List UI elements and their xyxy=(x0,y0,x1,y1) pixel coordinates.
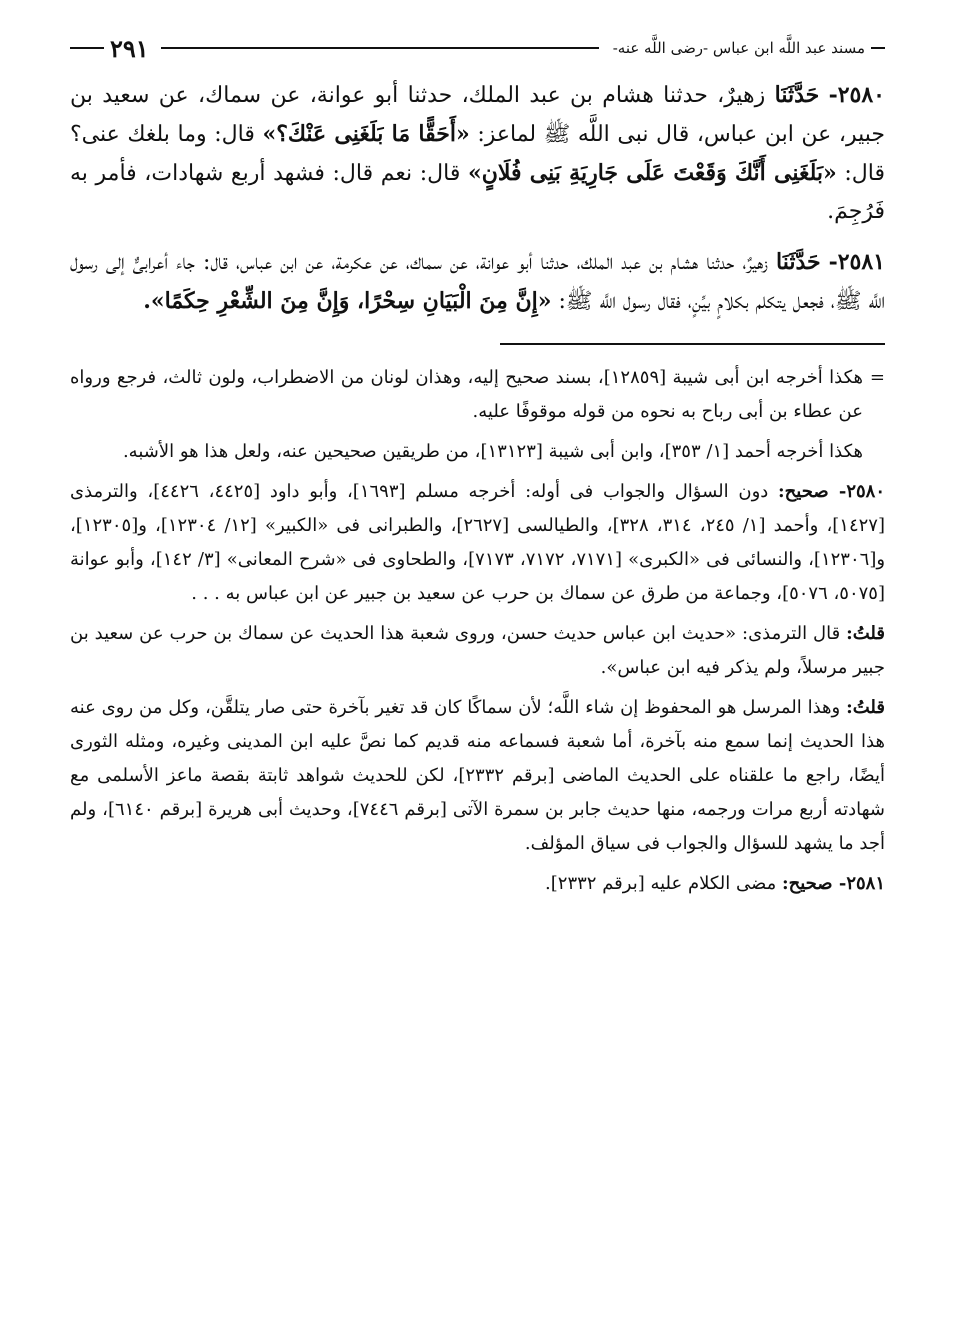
footnote-label: ٢٥٨١- صحيح: xyxy=(781,873,885,894)
footnote-continuation xyxy=(70,361,885,429)
footnote-qultu-1 xyxy=(70,617,885,685)
footnote-text: دون السؤال والجواب فى أوله: أخرجه مسلم [١٦٩٣]، وأبو داود [٤٤٢٥، ٤٤٢٦]، والترمذى [١٤٢٧]، وأحمد [١/ ٢٤٥، ٣١٤، ٣٢٨]، والطيالسى [٢٦٢٧]، والطبرانى فى «الكبير» [١٢/ ١٢٣٠٤]، و[١٢٣٠٥]، و[١٢٣٠٦]، والنسائى فى «الكبرى» [٧١٧١، ٧١٧٢، ٧١٧٣]، والطحاوى فى «شرح المعانى» [٣/ ١٤٢]، وأبو عوانة [٥٠٧٥، ٥٠٧٦]، وجماعة من طرق عن سماك بن حرب عن سعيد بن جبير عن ابن عباس به . . . xyxy=(70,481,886,604)
header-title: مسند عبد اللَّه ابن عباس -رضى اللَّه عنه- xyxy=(612,39,865,57)
footnote-qultu-2 xyxy=(70,691,885,861)
running-header xyxy=(70,28,885,68)
hadith-quote: «بَلَغَنِى أَنَّكَ وَقَعْتَ عَلَى جَارِيَةِ بَنِى فُلَانٍ» xyxy=(467,160,837,186)
book-page xyxy=(70,28,885,907)
hadith-text: زهيرٌ، حدثنا هشام بن عبد الملك، حدثنا أبو عوانة، عن سماك، عن عكرمة، عن ابن عباس، قال: جاء أعرابىٌّ إلى رسول اللَّه ﷺ، فجعل يتكلم بكلامٍ بيِّنٍ، فقال رسول اللَّه ﷺ: xyxy=(70,250,885,314)
hadith-quote: «أَحَقًّا مَا بَلَغَنِى عَنْكَ؟» xyxy=(262,121,470,147)
hadith-number: ٢٥٨١- xyxy=(828,249,885,275)
footnote-text: قال الترمذى: «حديث ابن عباس حديث حسن، وروى شعبة هذا الحديث عن سماك بن حرب عن سعيد بن جبير مرسلاً، ولم يذكر فيه ابن عباس». xyxy=(70,623,885,678)
footnote-text: وهذا المرسل هو المحفوظ إن شاء اللَّه؛ لأن سماكًا كان قد تغير بآخرة حتى صار يتلقَّن، وكل من روى عنه هذا الحديث إنما سمع منه بآخرة، أما شعبة فسماعه منه قديم كما نصَّ عليه ابن المدينى وغيره، ومثله الثورى أيضًا، راجع ما علقناه على الحديث الماضى [برقم ٢٣٣٢]، لكن للحديث شواهد ثابتة بقصة ماعز الأسلمى مع شهادته أربع مرات ورجمه، منها حديث جابر بن سمرة الآتى [برقم ٧٤٤٦]، وحديث أبى هريرة [برقم ٦١٤٠]، ولم أجد ما يشهد للسؤال والجواب فى سياق المؤلف. xyxy=(70,697,886,854)
hadith-keyword: حَدَّثَنَا xyxy=(776,249,821,275)
footnote-text: مضى الكلام عليه [برقم ٢٣٣٢]. xyxy=(545,873,777,894)
hadith-text: قال: وما بلغك عنى؟ قال: xyxy=(70,122,886,186)
hadith-keyword: حَدَّثَنَا xyxy=(774,82,820,108)
hadith-2581 xyxy=(70,243,885,321)
footnotes xyxy=(70,361,885,901)
page-number: ٢٩١ xyxy=(110,33,149,63)
footnote-divider xyxy=(500,343,885,345)
main-text xyxy=(70,76,885,321)
header-rule-end xyxy=(70,47,104,49)
header-rule xyxy=(161,47,599,49)
qultu-label: قلتُ: xyxy=(846,697,885,718)
footnote-label: ٢٥٨٠- صحيح: xyxy=(778,481,885,502)
footnote-2581 xyxy=(70,867,885,901)
hadith-number: ٢٥٨٠- xyxy=(828,82,885,108)
hadith-text: قال: نعم قال: فشهد أربع شهادات، فأمر به فَرُجِمَ. xyxy=(70,161,885,224)
qultu-label: قلتُ: xyxy=(846,623,885,644)
footnote-text: هكذا أخرجه ابن أبى شيبة [١٢٨٥٩]، بسند صحيح إليه، وهذان لونان من الاضطراب، ولون ثالث، فرجع ورواه عن عطاء بن أبى رباح به نحوه من قوله موقوفًا عليه. xyxy=(70,367,864,422)
footnote-2580 xyxy=(70,475,885,611)
footnote-text: هكذا أخرجه أحمد [١/ ٣٥٣]، وابن أبى شيبة [١٣١٢٣]، من طريقين صحيحين عنه، ولعل هذا هو الأشبه. xyxy=(122,441,863,462)
hadith-text: زهيرٌ، حدثنا هشام بن عبد الملك، حدثنا أبو عوانة، عن سماك، عن سعيد بن جبير، عن ابن عباس، قال نبى اللَّه ﷺ لماعز: xyxy=(70,83,885,147)
hadith-quote: «إِنَّ مِنَ الْبَيَانِ سِحْرًا، وَإِنَّ مِنَ الشِّعْرِ حِكَمًا». xyxy=(143,288,552,314)
footnote-continuation-2 xyxy=(70,435,885,469)
header-dash xyxy=(871,47,885,49)
continuation-marker: = xyxy=(869,367,885,388)
hadith-2580 xyxy=(70,76,885,231)
